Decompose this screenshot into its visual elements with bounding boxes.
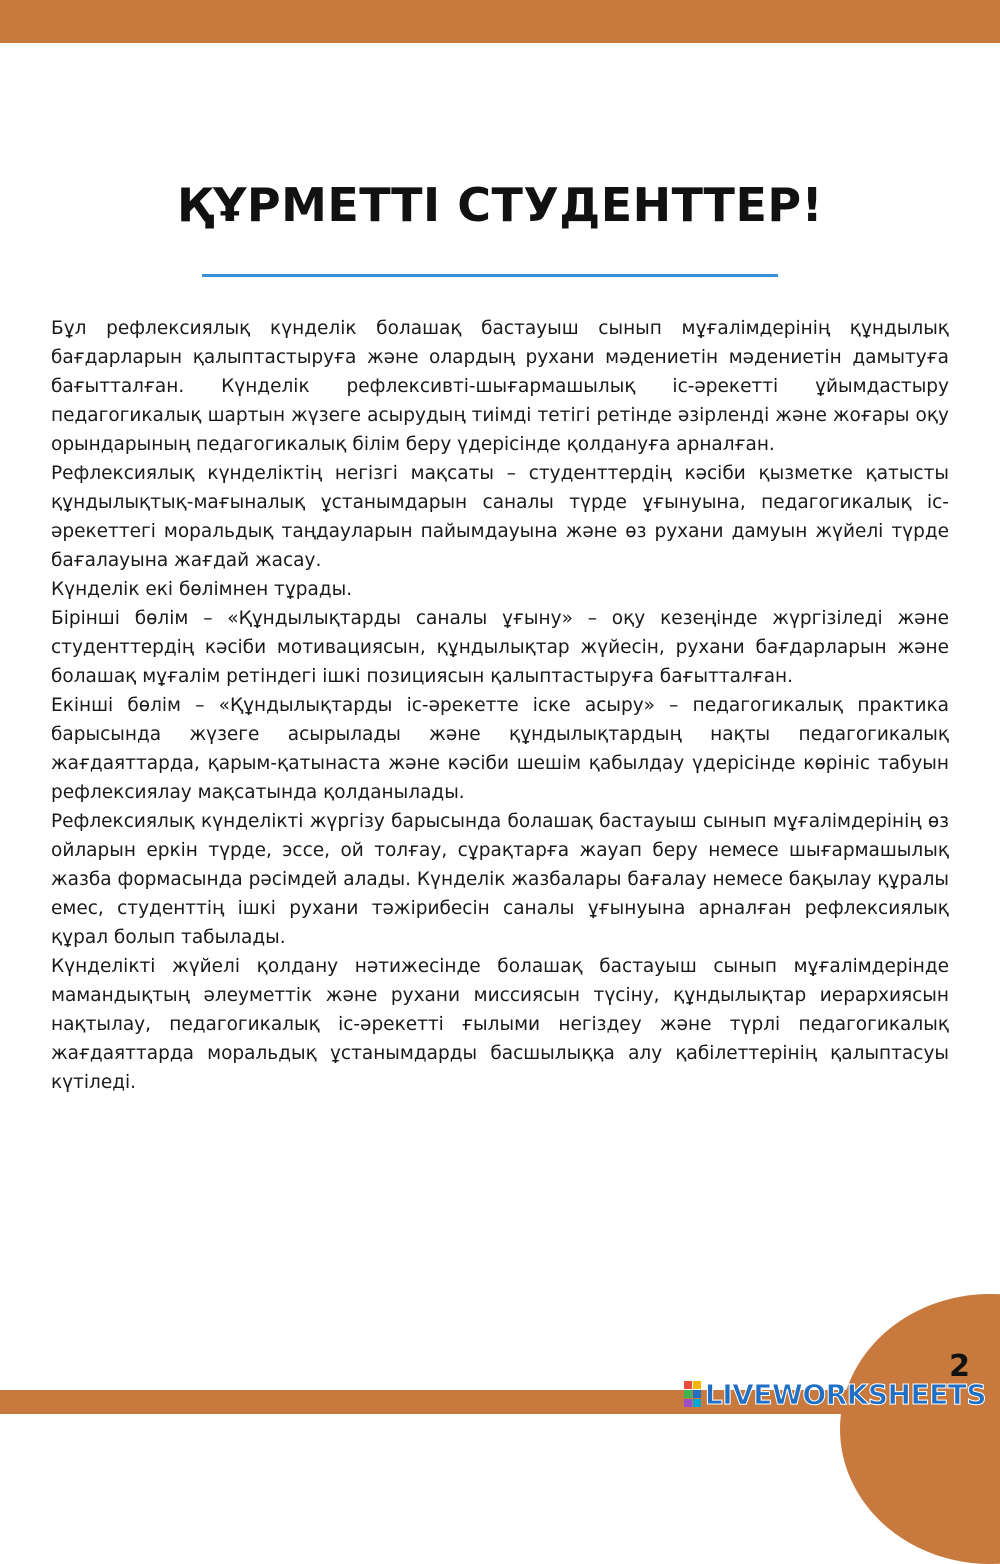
page-number: 2 <box>949 1349 970 1384</box>
page-title: ҚҰРМЕТТІ СТУДЕНТТЕР! <box>176 178 824 232</box>
paragraph-part-one: Бірінші бөлім – «Құндылықтарды саналы ұғыну» – оқу кезеңінде жүргізіледі және студенттердің кәсіби мотивациясын, құндылықтар жүйесін, рухани бағдарларын және болашақ мұғалім ретіндегі ішкі позициясын қалыптастыруға бағытталған. <box>51 608 949 687</box>
paragraph-outcome: Күнделікті жүйелі қолдану нәтижесінде болашақ бастауыш сынып мұғалімдерінде мамандықтың әлеуметтік және рухани миссиясын түсіну, құндылықтар иерархиясын нақтылау, педагогикалық іс-әрекетті ғылыми негіздеу және түрлі педагогикалық жағдаяттарда моральдық ұстанымдарды басшылыққа алу қабілеттерінің қалыптасуы күтіледі. <box>51 956 949 1093</box>
paragraph-usage: Рефлексиялық күнделікті жүргізу барысында болашақ бастауыш сынып мұғалімдерінің өз ойларын еркін түрде, эссе, ой толғау, сұрақтарға жауап беру немесе шығармашылық жазба формасында рәсімдей алады. Күнделік жазбалары бағалау немесе бақылау құралы емес, студенттің ішкі рухани тәжірибесін саналы ұғынуына арналған рефлексиялық құрал болып табылады. <box>51 811 949 948</box>
liveworksheets-logo-icon <box>684 1381 701 1407</box>
watermark-text: LIVEWORKSHEETS <box>704 1377 986 1411</box>
corner-accent-arc <box>840 1294 1000 1564</box>
paragraph-goal: Рефлексиялық күнделіктің негізгі мақсаты – студенттердің кәсіби қызметке қатысты құндылықтық-мағыналық ұстанымдарын саналы түрде ұғынуына, педагогикалық іс-әрекеттегі моральдық таңдауларын пайымдауына және өз рухани дамуын жүйелі түрде бағалауына жағдай жасау. <box>51 463 949 571</box>
body-text <box>51 314 949 1097</box>
top-accent-bar <box>0 0 1000 43</box>
paragraph-part-two: Екінші бөлім – «Құндылықтарды іс-әрекетте іске асыру» – педагогикалық практика барысында жүзеге асырылады және құндылықтардың нақты педагогикалық жағдаяттарда, қарым-қатынаста және кәсіби шешім қабылдау үдерісінде көрініс табуын рефлексиялау мақсатында қолданылады. <box>51 695 949 803</box>
paragraph-structure: Күнделік екі бөлімнен тұрады. <box>51 579 353 600</box>
paragraph-intro: Бұл рефлексиялық күнделік болашақ бастауыш сынып мұғалімдерінің құндылық бағдарларын қалыптастыруға және олардың рухани мәдениетін мәдениетін дамытуға бағытталған. Күнделік рефлексивті-шығармашылық іс-әрекетті ұйымдастыру педагогикалық шартын жүзеге асырудың тиімді тетігі ретінде әзірленді және жоғары оқу орындарының педагогикалық білім беру үдерісінде қолдануға арналған. <box>51 318 949 455</box>
liveworksheets-watermark <box>684 1378 986 1410</box>
title-underline <box>202 274 778 277</box>
